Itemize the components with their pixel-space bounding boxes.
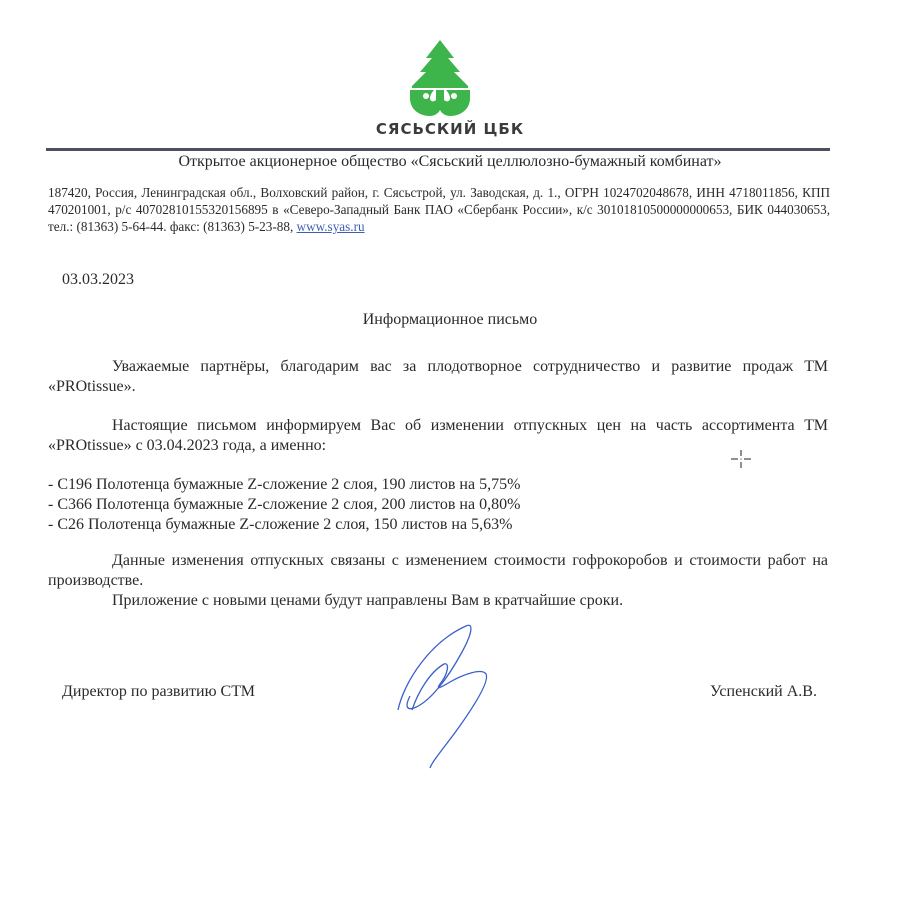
signatory-role: Директор по развитию СТМ	[62, 683, 255, 700]
signatory-name: Успенский А.В.	[710, 683, 817, 700]
paragraph-reason-text: Данные изменения отпускных связаны с изменением стоимости гофрокоробов и стоимости работ на производстве.	[48, 552, 828, 589]
company-requisites	[48, 184, 830, 235]
header-divider	[46, 148, 830, 151]
paragraph-announcement-text: Настоящие письмом информируем Вас об изменении отпускных цен на часть ассортимента ТМ «PROtissue» с 03.04.2023 года, а именно:	[48, 417, 828, 454]
paragraph-greeting-text: Уважаемые партнёры, благодарим вас за плодотворное сотрудничество и развитие продаж ТМ «PROtissue».	[48, 358, 828, 395]
requisites-text: 187420, Россия, Ленинградская обл., Волховский район, г. Сясьстрой, ул. Заводская, д. 1., ОГРН 1024702048678, ИНН 4718011856, КПП 470201001, р/с 40702810155320156895 в «Северо-Западный Банк ПАО «Сбербанк России», к/с 30101810500000000653, БИК 044030653, тел.: (81363) 5-64-44. факс: (81363) 5-23-88,	[48, 185, 830, 234]
paragraph-greeting	[48, 357, 828, 397]
paragraph-announcement	[48, 416, 828, 456]
company-full-name: Открытое акционерное общество «Сясьский целлюлозно-бумажный комбинат»	[178, 153, 722, 170]
website-link[interactable]: www.syas.ru	[296, 219, 365, 234]
brand-name: СЯСЬСКИЙ ЦБК	[375, 120, 525, 138]
price-change-list	[48, 475, 520, 535]
paragraph-reason	[48, 551, 828, 591]
letter-title: Информационное письмо	[362, 311, 538, 328]
list-item: - С26 Полотенца бумажные Z-сложение 2 слоя, 150 листов на 5,63%	[48, 516, 513, 533]
letter-date: 03.03.2023	[62, 271, 134, 288]
tree-logo-icon	[404, 40, 476, 116]
handwritten-signature	[390, 622, 510, 772]
crosshair-cursor-icon	[730, 449, 752, 469]
paragraph-attachment: Приложение с новыми ценами будут направлены Вам в кратчайшие сроки.	[112, 592, 624, 609]
list-item: - С366 Полотенца бумажные Z-сложение 2 слоя, 200 листов на 0,80%	[48, 496, 521, 513]
list-item: - С196 Полотенца бумажные Z-сложение 2 слоя, 190 листов на 5,75%	[48, 476, 521, 493]
